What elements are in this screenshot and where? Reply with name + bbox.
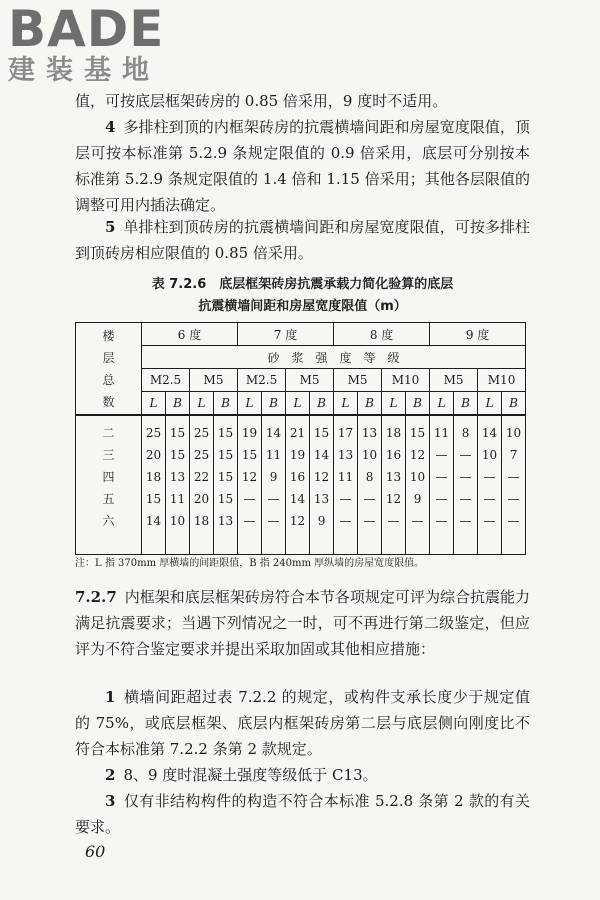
table-cell: 10 (481, 448, 498, 462)
lb-header: B (358, 392, 382, 416)
table-cell: — (459, 514, 472, 528)
table-cell: 15 (241, 448, 258, 462)
table-cell: — (435, 514, 448, 528)
table-cell: — (459, 448, 472, 462)
table-cell: — (243, 514, 256, 528)
table-cell: 8 (461, 426, 470, 440)
table-cell: 11 (337, 470, 354, 484)
section-7-2-7 (75, 584, 530, 662)
header-char: 总 (102, 372, 115, 387)
table-cell: 15 (169, 426, 186, 440)
table-cell: 7 (509, 448, 518, 462)
table-cell: 12 (241, 470, 258, 484)
mortar-grade-header: 砂 浆 强 度 等 级 (142, 346, 526, 369)
table-cell: 15 (145, 492, 162, 506)
table-cell: 13 (217, 514, 234, 528)
floor-label: 二 (102, 426, 115, 440)
table-cell: — (363, 492, 376, 506)
table-cell: 10 (169, 514, 186, 528)
intensity-8: 8 度 (334, 323, 430, 346)
table-cell: — (411, 514, 424, 528)
table-cell: 9 (413, 492, 422, 506)
paragraph-text: 多排柱到顶的内框架砖房的抗震横墙间距和房屋宽度限值，顶层可按本标准第 5.2.9 条规定限值的 0.9 倍采用，底层可分别按本标准第 5.2.9 条规定限值的 1.4 倍和 1.15 倍采用；其他各层限值的调整可用内插法确定。 (75, 118, 530, 214)
table-cell: — (483, 470, 496, 484)
table-cell: — (459, 470, 472, 484)
table-cell: 20 (193, 492, 210, 506)
value-column (358, 415, 382, 555)
lb-header: B (502, 392, 526, 416)
floor-label: 四 (102, 470, 115, 484)
table-cell: 25 (193, 426, 210, 440)
section-item-1 (75, 684, 530, 762)
table-cell: — (483, 492, 496, 506)
lb-header: L (334, 392, 358, 416)
table-cell: — (507, 492, 520, 506)
table-cell: 17 (337, 426, 354, 440)
table-cell: — (459, 492, 472, 506)
table-cell: 19 (289, 448, 306, 462)
intensity-7: 7 度 (238, 323, 334, 346)
table-cell: 25 (145, 426, 162, 440)
lb-header: L (238, 392, 262, 416)
value-column (190, 415, 214, 555)
value-column (286, 415, 310, 555)
table-cell: 11 (169, 492, 186, 506)
table-cell: 14 (313, 448, 330, 462)
lb-header: B (406, 392, 430, 416)
paragraph-text: 单排柱到顶砖房的抗震横墙间距和房屋宽度限值，可按多排柱到顶砖房相应限值的 0.85 倍采用。 (75, 218, 530, 262)
value-column (454, 415, 478, 555)
lb-header: B (214, 392, 238, 416)
table-cell: 14 (145, 514, 162, 528)
table-title-line-1: 表 7.2.6 底层框架砖房抗震承载力简化验算的底层 (151, 277, 454, 292)
table-cell: 18 (193, 514, 210, 528)
item-number: 4 (105, 118, 116, 136)
table-cell: 12 (409, 448, 426, 462)
table-cell: 18 (145, 470, 162, 484)
table-title-line-2: 抗震横墙间距和房屋宽度限值（m） (198, 299, 407, 314)
page-number: 60 (85, 842, 106, 861)
table-cell: 14 (289, 492, 306, 506)
table-cell: 10 (505, 426, 522, 440)
table-cell: 12 (385, 492, 402, 506)
table-cell: 15 (409, 426, 426, 440)
item-number: 2 (105, 766, 116, 784)
table-cell: — (435, 470, 448, 484)
grade-header: M5 (334, 369, 382, 392)
lb-header: B (262, 392, 286, 416)
intensity-6: 6 度 (142, 323, 238, 346)
floor-label: 六 (102, 514, 115, 528)
table-cell: — (507, 470, 520, 484)
table-cell: 15 (313, 426, 330, 440)
site-logo (8, 0, 165, 86)
grade-header: M10 (382, 369, 430, 392)
table-cell: 9 (317, 514, 326, 528)
lb-header: B (166, 392, 190, 416)
header-char: 层 (102, 350, 115, 365)
paragraph-continued (75, 88, 530, 114)
section-intro: 内框架和底层框架砖房符合本节各项规定可评为综合抗震能力满足抗震要求；当遇下列情况之一时，可不再进行第二级鉴定，但应评为不符合鉴定要求并提出采取加固或其他相应措施： (75, 588, 530, 658)
lb-header: L (478, 392, 502, 416)
table-cell: 15 (217, 448, 234, 462)
value-column (430, 415, 454, 555)
item-text: 仅有非结构构件的构造不符合本标准 5.2.8 条第 2 款的有关要求。 (75, 792, 530, 836)
table-cell: 18 (385, 426, 402, 440)
table-cell: — (387, 514, 400, 528)
limits-table (75, 322, 526, 555)
section-number: 7.2.7 (75, 588, 117, 606)
table-cell: — (507, 514, 520, 528)
table-cell: 19 (241, 426, 258, 440)
table-cell: 16 (289, 470, 306, 484)
table-cell: 25 (193, 448, 210, 462)
floor-label: 三 (102, 448, 115, 462)
lb-header: L (190, 392, 214, 416)
table-cell: 10 (409, 470, 426, 484)
table-cell: — (483, 514, 496, 528)
table-cell: 13 (337, 448, 354, 462)
lb-header: L (382, 392, 406, 416)
table-cell: — (339, 492, 352, 506)
floor-count-header (76, 323, 142, 416)
table-cell: 20 (145, 448, 162, 462)
value-column (502, 415, 526, 555)
grade-header: M5 (190, 369, 238, 392)
table-cell: — (267, 492, 280, 506)
header-char: 楼 (102, 328, 115, 343)
paragraph-item-5 (75, 214, 530, 266)
paragraph-item-4 (75, 114, 530, 218)
section-item-2 (75, 762, 530, 788)
table-cell: — (435, 492, 448, 506)
table-cell: 13 (385, 470, 402, 484)
table-cell: 12 (313, 470, 330, 484)
floor-column (76, 415, 142, 555)
item-text: 横墙间距超过表 7.2.2 的规定，或构件支承长度少于规定值的 75%，或底层框架、底层内框架砖房第二层与底层侧向刚度比不符合本标准第 7.2.2 条第 2 款规定。 (75, 688, 530, 758)
table-cell: 11 (265, 448, 282, 462)
table-cell: 16 (385, 448, 402, 462)
value-column (478, 415, 502, 555)
table-cell: 8 (365, 470, 374, 484)
table-cell: 21 (289, 426, 306, 440)
table-cell: 15 (169, 448, 186, 462)
table-cell: 14 (265, 426, 282, 440)
paragraph-text: 值，可按底层框架砖房的 0.85 倍采用，9 度时不适用。 (75, 92, 448, 110)
table-cell: — (363, 514, 376, 528)
table-cell: 15 (217, 426, 234, 440)
table-cell: 10 (361, 448, 378, 462)
table-cell: — (339, 514, 352, 528)
lb-header: L (430, 392, 454, 416)
lb-header: B (454, 392, 478, 416)
table-cell: 12 (289, 514, 306, 528)
grade-header: M2.5 (142, 369, 190, 392)
table-cell: 22 (193, 470, 210, 484)
table-cell: 15 (217, 470, 234, 484)
item-number: 1 (105, 688, 116, 706)
logo-subtitle: 建装基地 (8, 55, 160, 86)
table-cell: 13 (361, 426, 378, 440)
lb-header: L (286, 392, 310, 416)
table-cell: 15 (217, 492, 234, 506)
value-column (382, 415, 406, 555)
lb-header: L (142, 392, 166, 416)
table-cell: 14 (481, 426, 498, 440)
item-text: 8、9 度时混凝土强度等级低于 C13。 (123, 766, 378, 784)
table-cell: — (267, 514, 280, 528)
value-column (334, 415, 358, 555)
grade-header: M5 (430, 369, 478, 392)
value-column (166, 415, 190, 555)
value-column (406, 415, 430, 555)
table-note: 注：L 指 370mm 厚横墙的间距限值，B 指 240mm 厚纵墙的房屋宽度限值。 (75, 558, 425, 569)
intensity-9: 9 度 (430, 323, 526, 346)
section-item-3 (75, 788, 530, 840)
table-cell: — (243, 492, 256, 506)
table-cell: 9 (269, 470, 278, 484)
table-cell: 11 (433, 426, 450, 440)
value-column (142, 415, 166, 555)
logo-brand: BADE (8, 0, 165, 58)
table-cell: 13 (313, 492, 330, 506)
value-column (262, 415, 286, 555)
value-column (310, 415, 334, 555)
table-cell: 13 (169, 470, 186, 484)
floor-label: 五 (102, 492, 115, 506)
header-char: 数 (102, 394, 115, 409)
value-column (238, 415, 262, 555)
item-number: 5 (105, 218, 116, 236)
table-cell: — (435, 448, 448, 462)
grade-header: M5 (286, 369, 334, 392)
lb-header: B (310, 392, 334, 416)
grade-header: M2.5 (238, 369, 286, 392)
grade-header: M10 (478, 369, 526, 392)
value-column (214, 415, 238, 555)
item-number: 3 (105, 792, 116, 810)
